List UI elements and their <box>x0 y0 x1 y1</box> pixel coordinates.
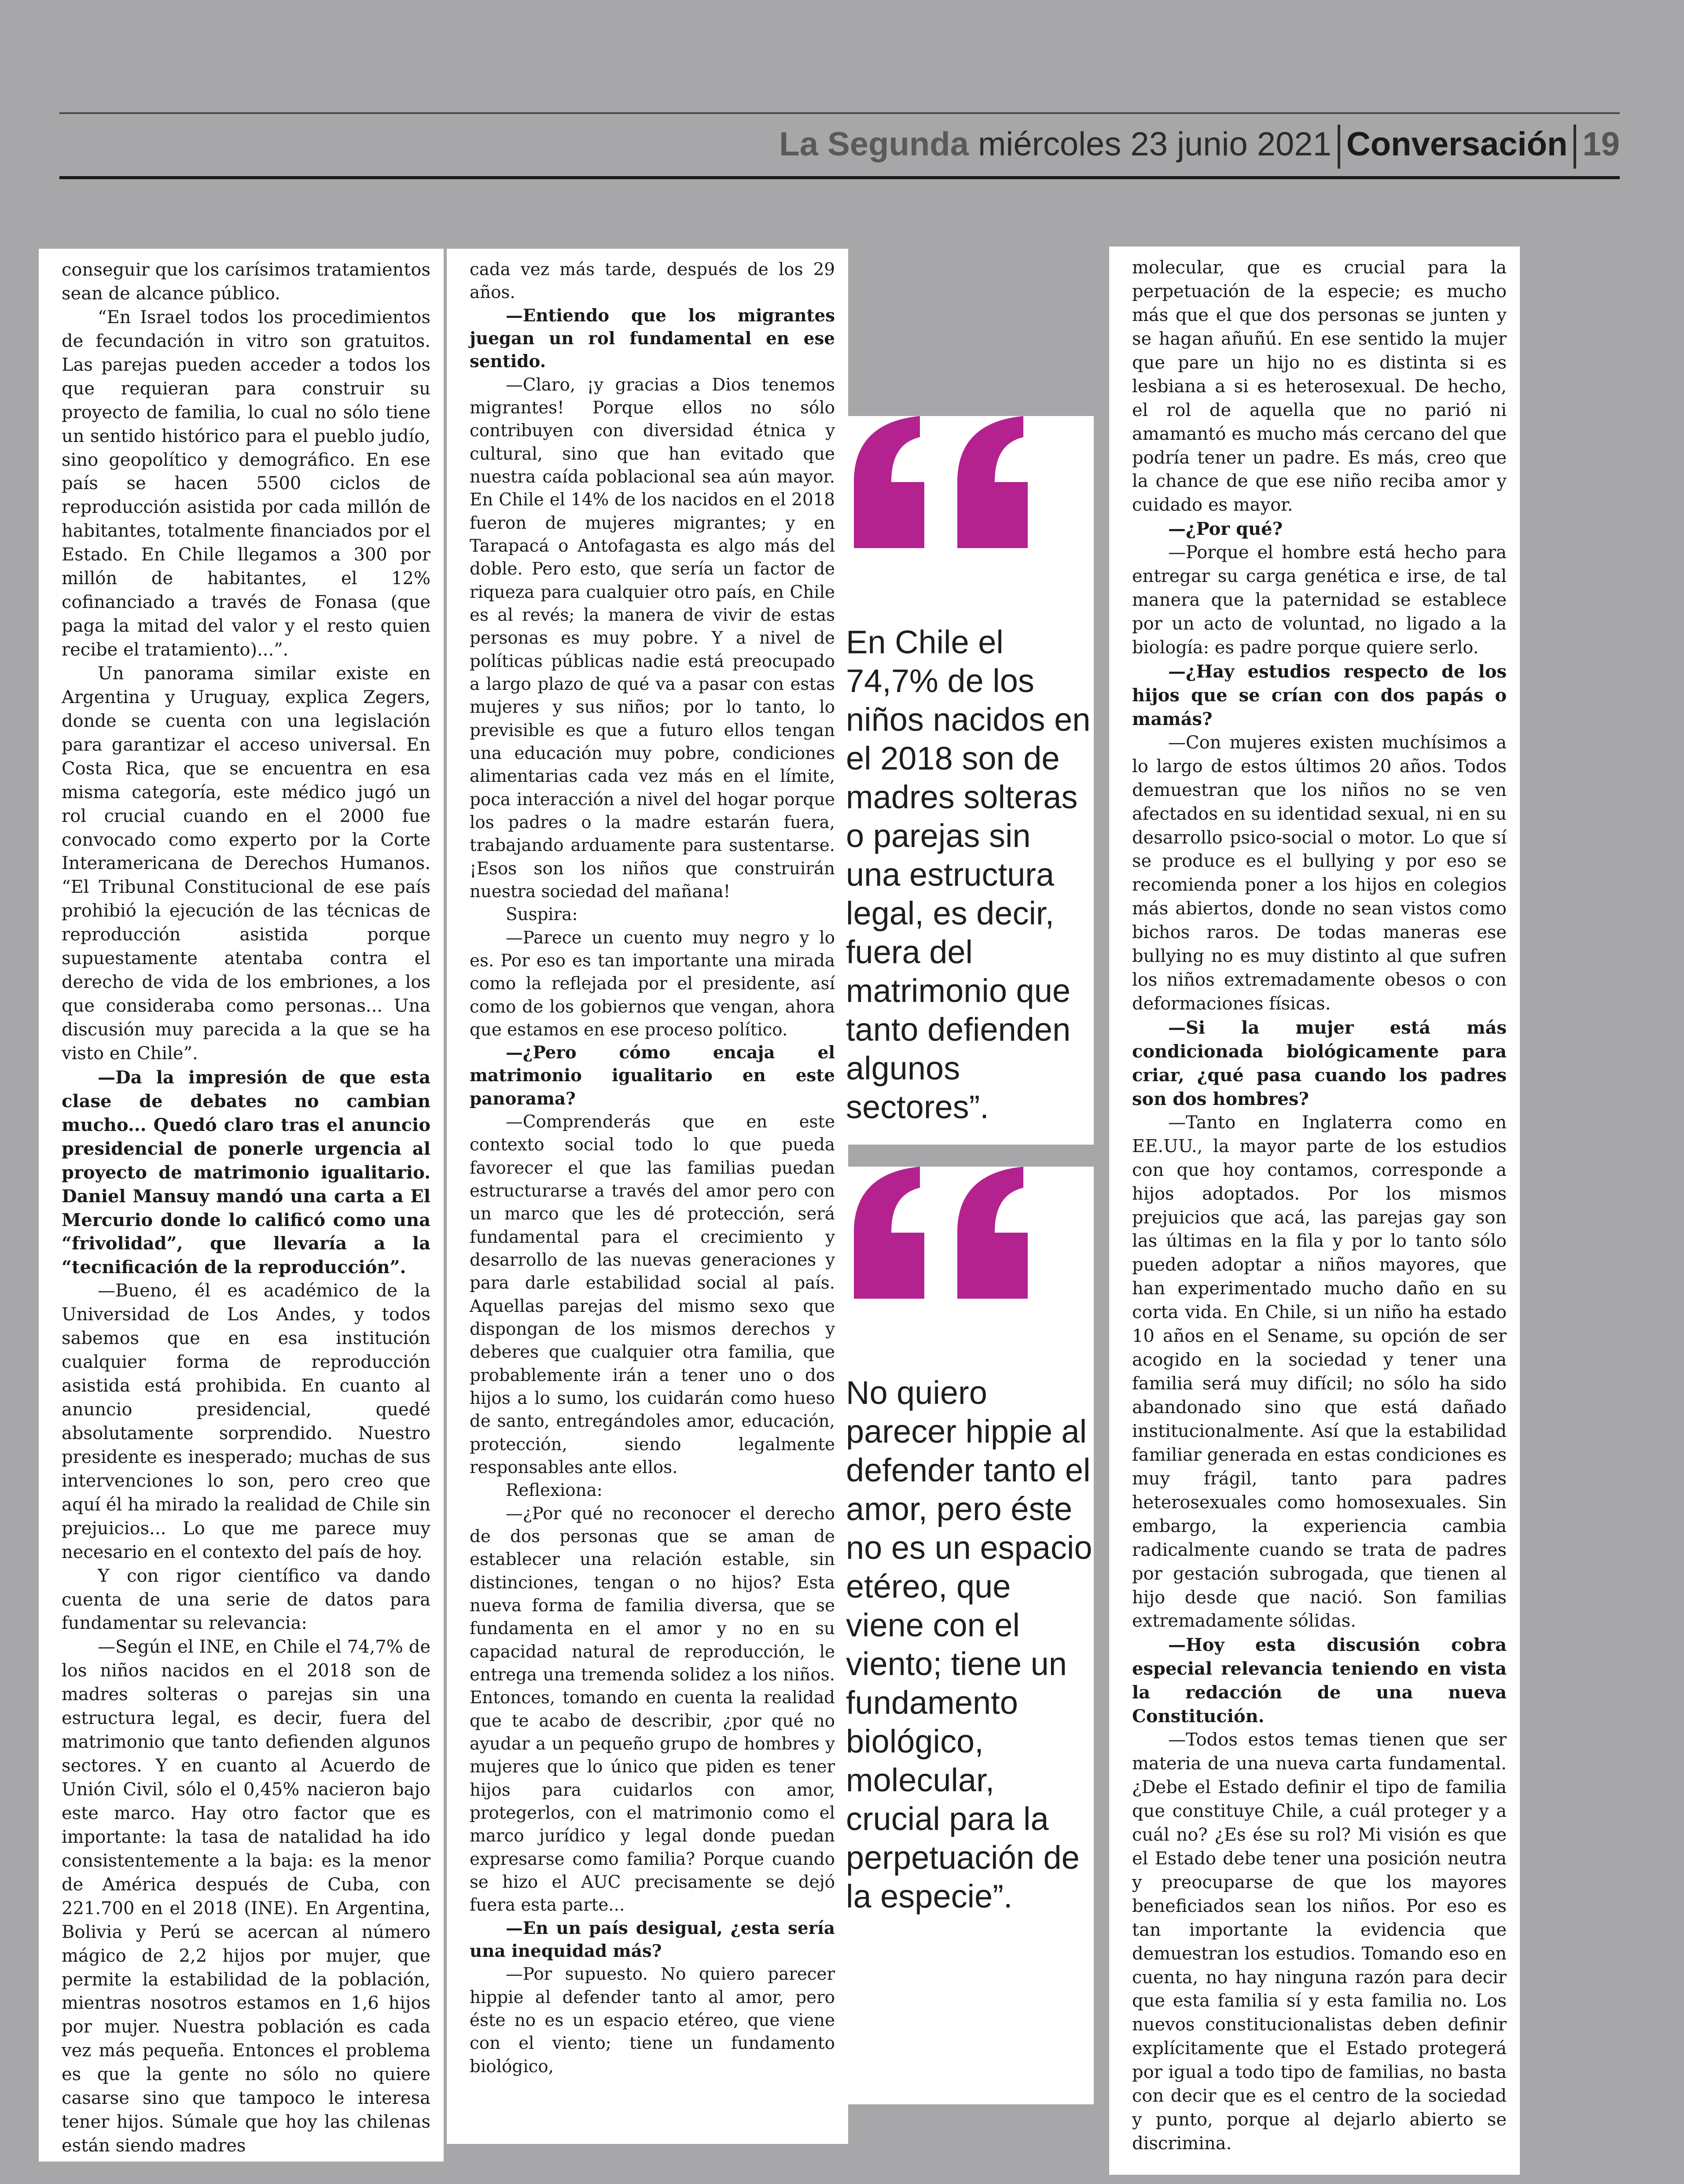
header-bottom-rule <box>59 176 1620 179</box>
article-paragraph: conseguir que los carísimos tratamientos sean de alcance público. <box>62 260 430 304</box>
article-paragraph: —Bueno, él es académico de la Universidad de Los Andes, y todos sabemos que en esa institución cualquier forma de reproducción asistida está prohibida. En cuanto al anuncio presidencial, quedé absolutamente sorprendido. Nuestro presidente es inesperado; muchas de sus intervenciones lo son, pero creo que aquí él ha mirado la realidad de Chile sin prejuicios... Lo que me parece muy necesario en el contexto del país de hoy. <box>62 1281 430 1562</box>
header-top-rule <box>59 112 1620 114</box>
article-paragraph: —Todos estos temas tienen que ser materia de una nueva carta fundamental. ¿Debe el Estado definir el tipo de familia que constituye Chile, a cuál proteger y a cuál no? ¿Es ése su rol? Mi visión es que el Estado debe tener una posición neutra y preocuparse de que los mayores beneficiados sean los niños. Por eso es tan importante la evidencia que demuestran los estudios. Tomando eso en cuenta, no hay ninguna razón para decir que esta familia sí y esta familia no. Los nuevos constitucionalistas deben definir explícitamente que el Estado protegerá por igual a todo tipo de familias, no basta con decir que es el centro de la sociedad y punto, porque al dejarlo abierto se discrimina. <box>1132 1730 1507 2154</box>
article-paragraph: —Porque el hombre está hecho para entregar su carga genética e irse, de tal manera que la paternidad se establece por un acto de voluntad, no ligado a la biología: es padre porque quiere serlo. <box>1132 542 1507 658</box>
interview-question: —¿Pero cómo encaja el matrimonio igualitario en este panorama? <box>470 1043 835 1109</box>
interview-question: —¿Por qué? <box>1168 519 1283 540</box>
article-paragraph: —Comprenderás que en este contexto social todo lo que pueda favorecer el que las familias puedan estructurarse a través del amor pero con un marco que les dé protección, será fundamental para el crecimiento y desarrollo de las nuevas generaciones y para darle estabilidad social al país. Aquellas parejas del mismo sexo que dispongan de los mismos derechos y deberes que cualquier otra familia, que probablemente irán a tener uno o dos hijos a lo sumo, los cuidarán como hueso de santo, entregándoles amor, educación, protección, siendo legalmente responsables ante ellos. <box>470 1112 835 1478</box>
article-paragraph: —Por supuesto. No quiero parecer hippie al defender tanto al amor, pero éste no es un espacio etéreo, que viene con el viento; tiene un fundamento biológico, <box>470 1964 835 2077</box>
article-paragraph: —Con mujeres existen muchísimos a lo largo de estos últimos 20 años. Todos demuestran que los niños no se ven afectados en su identidad sexual, ni en su desarrollo psico-social o motor. Lo que sí se produce es el bullying y por eso se recomienda poner a los hijos en colegios más abiertos, donde no sean vistos como bichos raros. De todas maneras ese bullying no es muy distinto al que sufren los niños extremadamente obesos o con deformaciones físicas. <box>1132 732 1507 1014</box>
article-column-3 <box>1109 247 1520 2175</box>
header-separator <box>1338 125 1340 169</box>
article-paragraph: Reflexiona: <box>506 1481 603 1501</box>
article-column-2 <box>447 249 848 2144</box>
article-column-1 <box>39 249 444 2162</box>
newspaper-name: La Segunda <box>779 125 969 163</box>
pull-quote-text: No quiero parecer hippie al defender tanto el amor, pero éste no es un espacio etéreo, que viene con el viento; tiene un fundamento biológico, molecular, crucial para la perpetuación de la especie”. <box>846 1374 1092 1915</box>
article-paragraph: molecular, que es crucial para la perpetuación de la especie; es mucho más que el que dos personas se junten y se hagan añuñú. En ese sentido la mujer que pare un hijo no es distinta si es lesbiana a si es heterosexual. De hecho, el rol de aquella que no parió ni amamantó es mucho más cercano del que podría tener un padre. Es más, creo que la chance de que ese niño reciba amor y cuidado es mayor. <box>1132 258 1507 516</box>
article-paragraph: —¿Por qué no reconocer el derecho de dos personas que se aman de establecer una relación estable, sin distinciones, tengan o no hijos? Esta nueva forma de familia diversa, que se fundamenta en el amor y no en su capacidad natural de reproducción, le entrega una tremenda solidez a los niños. Entonces, tomando en cuenta la realidad que te acabo de describir, ¿por qué no ayudar a un pequeño grupo de hombres y mujeres que lo único que piden es tener hijos para cuidarlos con amor, protegerlos, con el matrimonio como el marco jurídico y legal donde puedan expresarse como familia? Porque cuando se hizo el AUC precisamente se dejó fuera esta parte... <box>470 1503 835 1915</box>
page-number: 19 <box>1582 125 1620 163</box>
interview-question: —Entiendo que los migrantes juegan un rol fundamental en ese sentido. <box>470 306 835 372</box>
interview-question: —Si la mujer está más condicionada biológicamente para criar, ¿qué pasa cuando los padres son dos hombres? <box>1132 1017 1507 1109</box>
section-name: Conversación <box>1346 125 1568 163</box>
interview-question: —Da la impresión de que esta clase de debates no cambian mucho... Quedó claro tras el anuncio presidencial de ponerle urgencia al proyecto de matrimonio igualitario. Daniel Mansuy mandó una carta a El Mercurio donde lo calificó como una “frivolidad”, que llevaría a la “tecnificación de la reproducción”. <box>62 1067 430 1278</box>
quote-mark-icon <box>846 416 1094 623</box>
page-header <box>660 115 1620 173</box>
article-paragraph: cada vez más tarde, después de los 29 años. <box>470 260 835 303</box>
article-paragraph: “En Israel todos los procedimientos de fecundación in vitro son gratuitos. Las parejas pueden acceder a todos los que requieran para construir su proyecto de familia, lo cual no sólo tiene un sentido histórico para el pueblo judío, sino geopolítico y demográfico. En ese país se hacen 5500 ciclos de reproducción asistida por cada millón de habitantes, totalmente financiados por el Estado. En Chile llegamos a 300 por millón de habitantes, el 12% cofinanciado a través de Fonasa (que paga la mitad del valor y el resto quien recibe el tratamiento)...”. <box>62 307 430 660</box>
publication-date: miércoles 23 junio 2021 <box>978 125 1331 163</box>
article-paragraph: Un panorama similar existe en Argentina y Uruguay, explica Zegers, donde se cuenta con una legislación para garantizar el acceso universal. En Costa Rica, que se encuentra en esa misma categoría, este médico jugó un rol crucial cuando en el 2000 fue convocado como experto por la Corte Interamericana de Derechos Humanos. “El Tribunal Constitucional de ese país prohibió la ejecución de las técnicas de reproducción asistida porque supuestamente atentaba contra el derecho de vida de los embriones, a los que consideraba como personas... Una discusión muy parecida a la que se ha visto en Chile”. <box>62 663 430 1064</box>
article-paragraph: —Tanto en Inglaterra como en EE.UU., la mayor parte de los estudios con que hoy contamos, corresponde a hijos adoptados. Por los mismos prejuicios que acá, las parejas gay son las últimas en la fila y por lo tanto sólo pueden adoptar a niños mayores, que han experimentado mucho daño en su corta vida. En Chile, si un niño ha estado 10 años en el Sename, su opción de ser acogido en la sociedad y tener una familia será muy difícil; no sólo ha sido abandonado sino que está dañado institucionalmente. Así que la estabilidad familiar generada en estas condiciones es muy frágil, tanto para padres heterosexuales como homosexuales. Sin embargo, la experiencia cambia radicalmente cuando se trata de padres por gestación subrogada, que tienen al hijo desde que nació. Son familias extremadamente sólidas. <box>1132 1112 1507 1632</box>
interview-question: —¿Hay estudios respecto de los hijos que se crían con dos papás o mamás? <box>1132 661 1507 729</box>
quote-mark-icon <box>846 1167 1094 1374</box>
article-paragraph: —Según el INE, en Chile el 74,7% de los niños nacidos en el 2018 son de madres solteras o parejas sin una estructura legal, es decir, fuera del matrimonio que tanto defienden algunos sectores. Y en cuanto al Acuerdo de Unión Civil, sólo el 0,45% nacieron bajo este marco. Hay otro factor que es importante: la tasa de natalidad ha ido consistentemente a la baja: es la menor de América después de Cuba, con 221.700 en el 2018 (INE). En Argentina, Bolivia y Perú se acercan al número mágico de 2,2 hijos por mujer, que permite la estabilidad de la población, mientras nosotros estamos en 1,6 hijos por mujer. Nuestra población es cada vez más pequeña. Entonces el problema es que la gente no sólo no quiere casarse sino que tampoco le interesa tener hijos. Súmale que hoy las chilenas están siendo madres <box>62 1637 430 2156</box>
pull-quote-text: En Chile el 74,7% de los niños nacidos en el 2018 son de madres solteras o parejas sin una estructura legal, es decir, fuera del matrimonio que tanto defienden algunos sectores”. <box>846 624 1091 1125</box>
pull-quote-1 <box>836 416 1094 1145</box>
article-paragraph: —Claro, ¡y gracias a Dios tenemos migrantes! Porque ellos no sólo contribuyen con diversidad étnica y cultural, sino que han evitado que nuestra caída poblacional sea aún mayor. En Chile el 14% de los nacidos en el 2018 fueron de mujeres migrantes; y en Tarapacá o Antofagasta es algo más del doble. Pero esto, que sería un factor de riqueza para cualquier otro país, en Chile es al revés; la manera de vivir de estas personas es muy pobre. Y a nivel de políticas públicas nadie está preocupado a largo plazo de qué va a pasar con estas mujeres y sus niños; por lo tanto, lo previsible es que a futuro ellos tengan una educación muy pobre, condiciones alimentarias cada vez más en el límite, poca interacción a nivel del hogar porque los padres o la madre estarán fuera, trabajando arduamente para sustentarse. ¡Esos son los niños que construirán nuestra sociedad del mañana! <box>470 375 835 902</box>
pull-quote-2 <box>836 1167 1094 2104</box>
article-paragraph: Suspira: <box>506 905 578 925</box>
header-separator <box>1574 125 1576 169</box>
article-paragraph: —Parece un cuento muy negro y lo es. Por eso es tan importante una mirada como la reflejada por el presidente, así como de los gobiernos que vengan, ahora que estamos en ese proceso político. <box>470 928 835 1040</box>
interview-question: —En un país desigual, ¿esta sería una inequidad más? <box>470 1918 835 1961</box>
article-paragraph: Y con rigor científico va dando cuenta de una serie de datos para fundamentar su relevancia: <box>62 1565 430 1634</box>
interview-question: —Hoy esta discusión cobra especial relevancia teniendo en vista la redacción de una nueva Constitución. <box>1132 1635 1507 1727</box>
